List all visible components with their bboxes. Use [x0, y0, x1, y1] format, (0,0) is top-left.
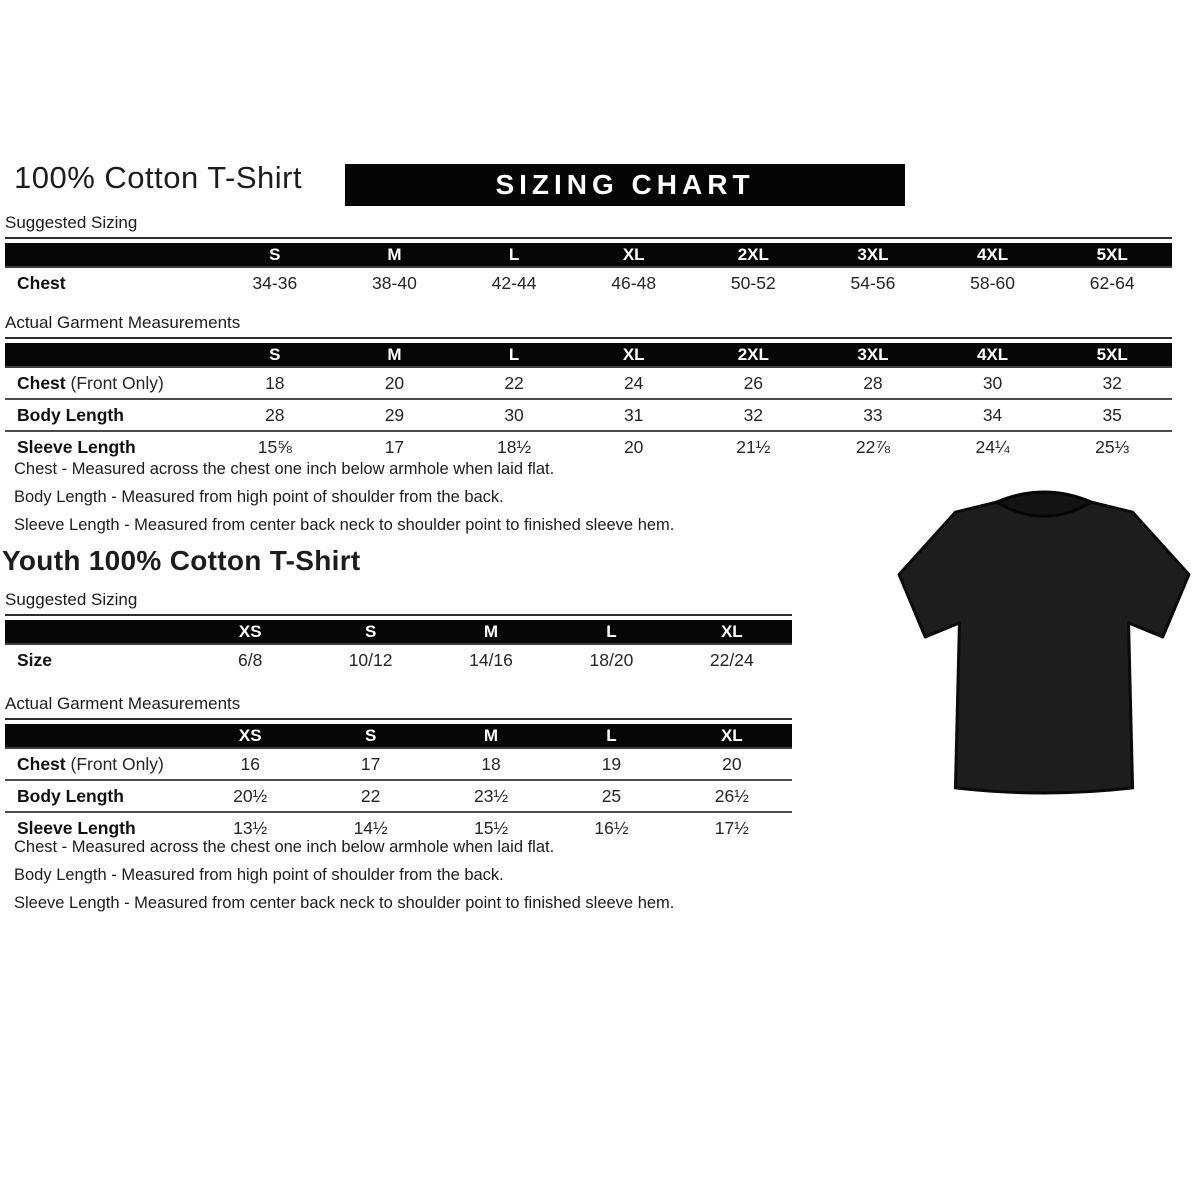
table-header-row — [5, 243, 1172, 268]
table-cell: 58-60 — [970, 272, 1015, 293]
row-label: Chest — [17, 272, 66, 293]
column-header: 5XL — [1096, 244, 1128, 264]
column-header: M — [387, 344, 402, 364]
table-cell: 30 — [982, 372, 1003, 393]
column-header: M — [483, 725, 499, 745]
table-cell: 23½ — [473, 785, 509, 806]
table-cell: 20 — [384, 372, 405, 393]
row-label-suffix: (Front Only) — [65, 372, 164, 393]
table-cell: 22/24 — [709, 649, 754, 670]
youth-section-title: Youth 100% Cotton T-Shirt — [2, 545, 361, 576]
table-cell: 22 — [360, 785, 381, 806]
table-cell: 22⅞ — [855, 436, 890, 457]
table-cell: 28 — [863, 372, 883, 393]
column-header: L — [606, 621, 617, 641]
table-cell: 16 — [240, 753, 260, 774]
page-title: 100% Cotton T-Shirt — [14, 160, 303, 195]
column-header: 3XL — [857, 344, 889, 364]
row-label — [5, 754, 190, 775]
column-header: XS — [238, 621, 262, 641]
table-cell: 24¼ — [975, 436, 1010, 457]
table-cell: 17½ — [714, 817, 749, 838]
adult-measurement-notes — [14, 460, 674, 544]
table-cell: 20½ — [233, 785, 268, 806]
table-cell: 17 — [360, 753, 381, 774]
adult-actual-measurements-section — [5, 313, 1172, 462]
table-cell: 14/16 — [469, 649, 513, 670]
table-row — [5, 779, 792, 811]
column-header: M — [483, 621, 499, 641]
table-cell: 62-64 — [1089, 272, 1135, 293]
note-line: Chest - Measured across the chest one inch below armhole when laid flat. — [14, 838, 555, 856]
table-cell: 25⅓ — [1095, 436, 1130, 457]
table-cell: 34-36 — [252, 272, 298, 293]
column-header: XL — [720, 621, 743, 641]
table-cell: 42-44 — [491, 272, 537, 293]
row-label-main: Chest — [17, 372, 66, 393]
table-cell: 18 — [481, 753, 501, 774]
table-row — [5, 268, 1172, 298]
table-cell: 13½ — [233, 817, 268, 838]
table-cell: 25 — [601, 785, 622, 806]
note-line: Body Length - Measured from high point of shoulder from the back. — [14, 866, 504, 884]
table-cell: 32 — [743, 404, 764, 425]
column-header: L — [508, 344, 520, 364]
column-header: 3XL — [857, 244, 889, 264]
column-header: XL — [720, 725, 743, 745]
row-label: Body Length — [17, 404, 124, 425]
row-label: Sleeve Length — [17, 817, 136, 838]
table-cell: 6/8 — [238, 649, 263, 670]
column-header: L — [508, 244, 520, 264]
column-header: S — [364, 621, 377, 641]
table-cell: 31 — [623, 404, 644, 425]
table-row — [5, 645, 792, 675]
table-cell: 30 — [504, 404, 524, 425]
tshirt-body — [899, 502, 1189, 793]
row-label: Sleeve Length — [17, 436, 136, 457]
table-row — [5, 398, 1172, 430]
column-header: XL — [622, 344, 645, 364]
table-cell: 20 — [722, 753, 742, 774]
table-cell: 38-40 — [372, 272, 417, 293]
table-cell: 33 — [863, 404, 883, 425]
table-header-row — [5, 620, 792, 645]
row-label-suffix: (Front Only) — [65, 753, 164, 774]
column-header: L — [606, 725, 617, 745]
table-cell: 50-52 — [730, 272, 776, 293]
sizing-chart-banner: SIZING CHART — [345, 164, 905, 206]
section-label: Actual Garment Measurements — [5, 694, 792, 720]
table-cell: 15⅝ — [257, 436, 292, 457]
table-cell: 24 — [623, 372, 644, 393]
row-label: Body Length — [17, 785, 124, 806]
table-cell: 21½ — [736, 436, 771, 457]
note-line: Sleeve Length - Measured from center back neck to shoulder point to finished sleeve hem. — [14, 894, 675, 912]
table-cell: 15½ — [473, 817, 509, 838]
youth-measurement-notes — [14, 838, 674, 922]
section-label: Suggested Sizing — [5, 590, 792, 616]
table-cell: 14½ — [353, 817, 388, 838]
table-cell: 17 — [384, 436, 405, 457]
column-header: S — [269, 344, 281, 364]
column-header: 4XL — [976, 344, 1009, 364]
table-cell: 18/20 — [589, 649, 634, 670]
tshirt-image — [893, 486, 1195, 800]
table-cell: 22 — [504, 372, 524, 393]
column-header: 2XL — [737, 244, 769, 264]
table-row — [5, 368, 1172, 398]
section-label: Actual Garment Measurements — [5, 313, 1172, 339]
table-cell: 18½ — [497, 436, 532, 457]
table-cell: 28 — [265, 404, 285, 425]
table-cell: 19 — [601, 753, 622, 774]
column-header: S — [364, 725, 377, 745]
table-cell: 16½ — [594, 817, 629, 838]
table-row — [5, 749, 792, 779]
table-cell: 10/12 — [348, 649, 393, 670]
table-cell: 20 — [623, 436, 644, 457]
table-header-row — [5, 724, 792, 749]
table-cell: 35 — [1102, 404, 1122, 425]
table-cell: 18 — [265, 372, 285, 393]
table-cell: 26½ — [714, 785, 749, 806]
column-header: 2XL — [737, 344, 769, 364]
table-cell: 32 — [1102, 372, 1122, 393]
row-label: Size — [17, 649, 53, 670]
column-header: M — [387, 244, 402, 264]
table-cell: 26 — [743, 372, 764, 393]
row-label-main: Chest — [17, 753, 66, 774]
adult-suggested-sizing-section — [5, 213, 1172, 298]
note-line: Chest - Measured across the chest one inch below armhole when laid flat. — [14, 460, 555, 478]
column-header: 5XL — [1096, 344, 1128, 364]
column-header: 4XL — [976, 244, 1009, 264]
section-label: Suggested Sizing — [5, 213, 1172, 239]
column-header: S — [269, 244, 281, 264]
table-row — [5, 430, 1172, 462]
note-line: Sleeve Length - Measured from center back neck to shoulder point to finished sleeve hem. — [14, 516, 675, 534]
column-header: XL — [622, 244, 645, 264]
table-header-row — [5, 343, 1172, 368]
table-cell: 46-48 — [611, 272, 657, 293]
table-cell: 34 — [982, 404, 1003, 425]
row-label — [5, 373, 215, 394]
column-header: XS — [238, 725, 262, 745]
youth-suggested-sizing-section — [5, 590, 792, 675]
note-line: Body Length - Measured from high point of shoulder from the back. — [14, 488, 504, 506]
youth-actual-measurements-section — [5, 694, 792, 843]
table-cell: 54-56 — [850, 272, 896, 293]
table-cell: 29 — [384, 404, 405, 425]
